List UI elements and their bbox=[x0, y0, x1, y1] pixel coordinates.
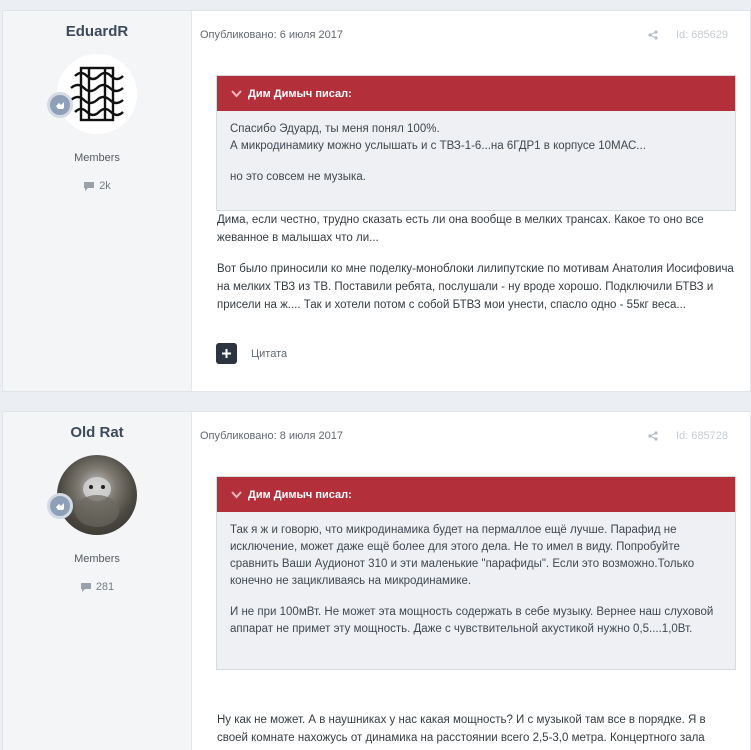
avatar[interactable] bbox=[57, 54, 137, 134]
chevron-down-icon bbox=[231, 490, 242, 499]
quote-author: Дим Димыч писал: bbox=[248, 488, 352, 501]
quote-header[interactable] bbox=[217, 76, 735, 111]
member-group: Members bbox=[74, 152, 120, 164]
post-actions bbox=[216, 343, 287, 364]
quote-button[interactable]: Цитата bbox=[251, 347, 288, 360]
reputation-count: 281 bbox=[95, 581, 115, 593]
avatar-image bbox=[57, 54, 137, 134]
rank-badge-icon[interactable] bbox=[47, 92, 73, 118]
author-panel bbox=[3, 11, 192, 391]
reputation bbox=[3, 180, 191, 192]
chevron-down-icon bbox=[231, 89, 242, 98]
multiquote-button[interactable] bbox=[216, 343, 237, 364]
post-content bbox=[217, 711, 737, 750]
quote-line: но это совсем не музыка. bbox=[230, 171, 366, 183]
reputation-count: 2k bbox=[99, 180, 111, 192]
quote-line: Спасибо Эдуард, ты меня понял 100%. bbox=[230, 123, 440, 135]
plus-icon bbox=[222, 349, 231, 358]
share-icon[interactable] bbox=[648, 30, 658, 40]
author-name-link[interactable]: EduardR bbox=[65, 23, 129, 40]
post-date[interactable]: Опубликовано: 8 июля 2017 bbox=[200, 430, 343, 442]
member-group: Members bbox=[74, 553, 120, 565]
quote-line: Так я ж и говорю, что микродинамика будет на пермаллое ещё лучше. Парафид не исключение, может даже ещё более для этого дела. Не то имел в виду. Попробуйте сравнить Ваши Аудионот 310 и эти маленькие "парафиды". Если это возможно.Только конечно не зацикливаясь на микродинамике. bbox=[230, 524, 695, 587]
author-panel bbox=[3, 412, 192, 750]
quote-body bbox=[217, 111, 735, 186]
post-paragraph: Вот было приносили ко мне поделку-моноблоки лилипутские по мотивам Анатолия Иосифовича на мелких ТВЗ из ТВ. Поставили ребята, послушали - ну вроде хорошо. Подключили БТВЗ и присели на ж.... Так и хотели потом с собой БТВЗ мои унести, спасло одно - 55кг веса... bbox=[217, 263, 734, 311]
avatar-image bbox=[57, 455, 137, 535]
blockquote bbox=[216, 476, 736, 670]
post-date[interactable]: Опубликовано: 6 июля 2017 bbox=[200, 29, 343, 41]
author-name-link[interactable]: Old Rat bbox=[70, 424, 124, 441]
avatar[interactable] bbox=[57, 455, 137, 535]
hand-icon bbox=[54, 500, 66, 512]
post-685629 bbox=[2, 10, 751, 392]
quote-header[interactable] bbox=[217, 477, 735, 512]
quote-line: А микродинамику можно услышать и с ТВЗ-1-6...на 6ГДР1 в корпусе 10МАС... bbox=[230, 140, 646, 152]
share-icon[interactable] bbox=[648, 431, 658, 441]
rank-badge-icon[interactable] bbox=[47, 493, 73, 519]
post-content bbox=[217, 211, 737, 327]
hand-icon bbox=[54, 99, 66, 111]
comment-icon bbox=[83, 181, 95, 192]
quote-line: И не при 100мВт. Не может эта мощность содержать в себе музыку. Вернее наш слуховой аппарат не примет эту мощность. Даже с чувствительной акустикой нужно 0,5....1,0Вт. bbox=[230, 606, 714, 635]
post-685728 bbox=[2, 411, 751, 750]
post-id[interactable]: Id: 685629 bbox=[676, 29, 728, 41]
blockquote bbox=[216, 75, 736, 211]
post-id[interactable]: Id: 685728 bbox=[676, 430, 728, 442]
comment-icon bbox=[80, 582, 92, 593]
post-paragraph: Дима, если честно, трудно сказать есть ли она вообще в мелких трансах. Какое то оно все жеванное в малышах что ли... bbox=[217, 214, 704, 244]
reputation bbox=[3, 581, 191, 593]
quote-body bbox=[217, 512, 735, 638]
post-paragraph: Ну как не может. А в наушниках у нас какая мощность? И с музыкой там все в порядке. Я в своей комнате нахожусь от динамика на расстоянии всего 2,5-3,0 метра. Концертного зала bbox=[217, 714, 706, 744]
quote-author: Дим Димыч писал: bbox=[248, 87, 352, 100]
